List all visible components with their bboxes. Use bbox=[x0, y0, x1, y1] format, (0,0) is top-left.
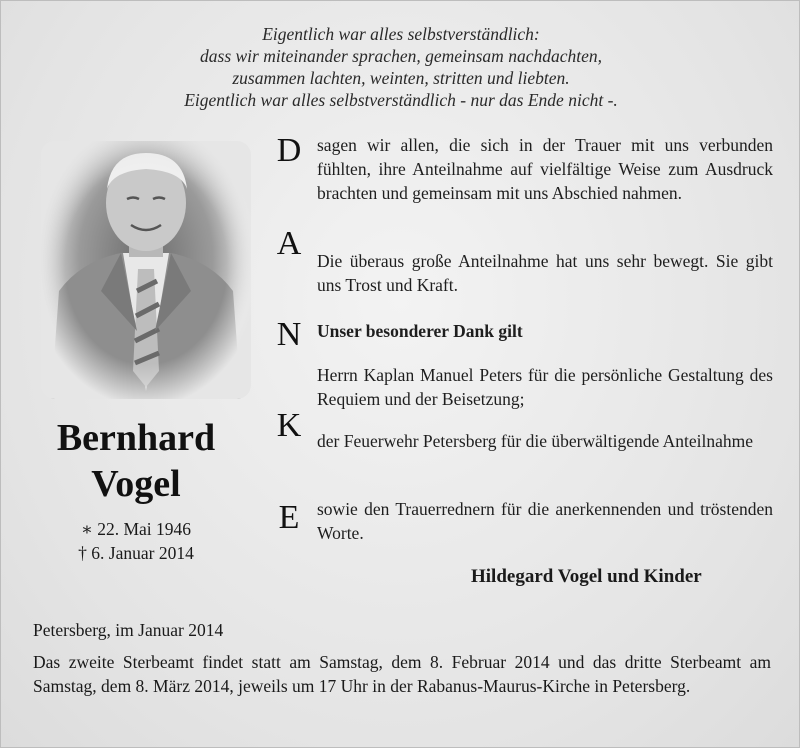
portrait-photo bbox=[41, 141, 251, 399]
death-date: † 6. Januar 2014 bbox=[78, 543, 194, 563]
deceased-name bbox=[41, 415, 231, 507]
danke-letter-n: N bbox=[276, 316, 302, 353]
poem-line: zusammen lachten, weinten, stritten und liebten. bbox=[232, 68, 570, 88]
place-date: Petersberg, im Januar 2014 bbox=[33, 620, 224, 640]
thanks-fire-department: der Feuerwehr Petersberg für die überwältigende Anteilnahme bbox=[317, 431, 754, 451]
thanks-chaplain: Herrn Kaplan Manuel Peters für die persönliche Gestaltung des Requiem und der Beisetzung; bbox=[317, 365, 773, 409]
thanks-paragraph: sagen wir allen, die sich in der Trauer mit uns verbunden fühlten, ihre Anteilnahme auf vielfältige Weise zum Ausdruck brachten und gemeinsam mit uns Abschied nahmen. bbox=[317, 135, 773, 203]
first-name: Bernhard bbox=[56, 417, 216, 459]
thanks-speakers: sowie den Trauerrednern für die anerkennenden und tröstenden Worte. bbox=[317, 499, 773, 543]
support-paragraph: Die überaus große Anteilnahme hat uns sehr bewegt. Sie gibt uns Trost und Kraft. bbox=[317, 251, 773, 295]
danke-letter-a: A bbox=[276, 225, 302, 262]
poem-line: Eigentlich war alles selbstverständlich - nur das Ende nicht -. bbox=[184, 90, 618, 110]
danke-letter-d: D bbox=[276, 132, 302, 169]
special-thanks-heading: Unser besonderer Dank gilt bbox=[317, 321, 523, 341]
signature: Hildegard Vogel und Kinder bbox=[471, 566, 702, 587]
danke-letter-e: E bbox=[278, 499, 300, 536]
poem-line: Eigentlich war alles selbstverständlich: bbox=[262, 24, 540, 44]
poem-line: dass wir miteinander sprachen, gemeinsam nachdachten, bbox=[200, 46, 602, 66]
last-name: Vogel bbox=[91, 463, 181, 505]
birth-date: ∗ 22. Mai 1946 bbox=[80, 519, 192, 539]
danke-letter-k: K bbox=[276, 407, 302, 444]
poem bbox=[1, 23, 800, 111]
mass-notice: Das zweite Sterbeamt findet statt am Samstag, dem 8. Februar 2014 und das dritte Sterbeamt am Samstag, dem 8. März 2014, jeweils um 17 Uhr in der Rabanus-Maurus-Kirche in Petersberg. bbox=[33, 652, 771, 696]
life-dates bbox=[41, 517, 231, 565]
